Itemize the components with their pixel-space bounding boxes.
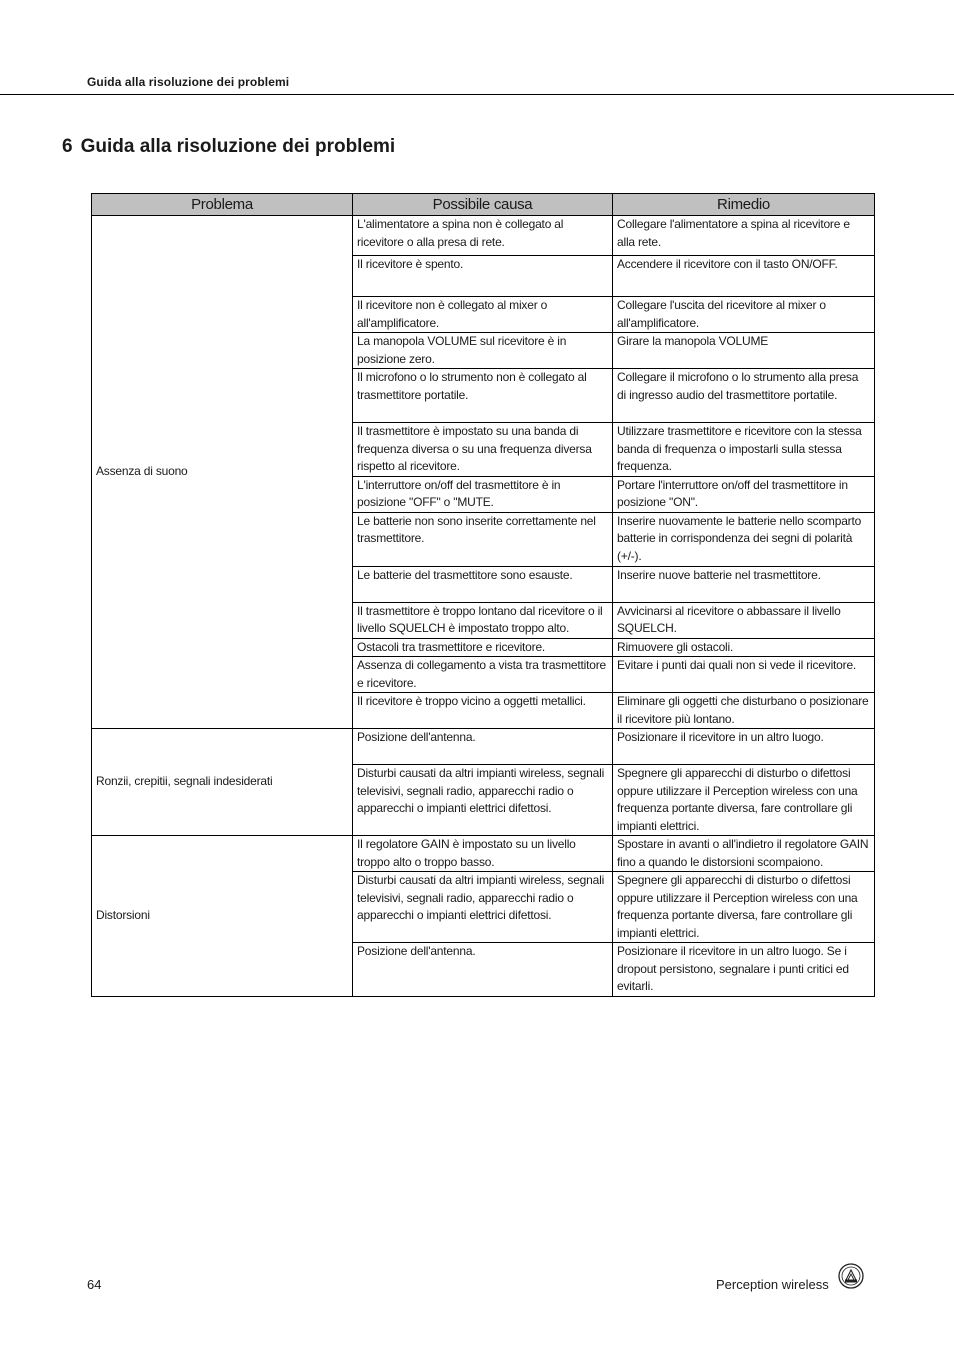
- section-title: [62, 136, 395, 158]
- cause-cell: Il ricevitore non è collegato al mixer o all'amplificatore.: [353, 297, 613, 333]
- section-title-text: Guida alla risoluzione dei problemi: [80, 136, 396, 157]
- remedy-cell: Avvicinarsi al ricevitore o abbassare il livello SQUELCH.: [613, 602, 875, 638]
- cause-cell: Posizione dell'antenna.: [353, 729, 613, 765]
- remedy-cell: Spegnere gli apparecchi di disturbo o difettosi oppure utilizzare il Perception wireless con una frequenza portante diversa, fare controllare gli impianti elettrici.: [613, 872, 875, 943]
- cause-cell: Il regolatore GAIN è impostato su un livello troppo alto o troppo basso.: [353, 836, 613, 872]
- remedy-cell: Collegare il microfono o lo strumento alla presa di ingresso audio del trasmettitore portatile.: [613, 369, 875, 423]
- remedy-cell: Evitare i punti dai quali non si vede il ricevitore.: [613, 657, 875, 693]
- remedy-cell: Collegare l'alimentatore a spina al ricevitore e alla rete.: [613, 216, 875, 256]
- cause-cell: Il ricevitore è spento.: [353, 256, 613, 297]
- header-rule: [0, 94, 954, 95]
- cause-cell: Disturbi causati da altri impianti wireless, segnali televisivi, segnali radio, apparecchi radio o apparecchi o impianti elettrici difettosi.: [353, 765, 613, 836]
- akg-logo-icon: [838, 1263, 864, 1289]
- page-number: 64: [87, 1277, 102, 1292]
- cause-cell: L'interruttore on/off del trasmettitore è in posizione "OFF" o "MUTE.: [353, 476, 613, 512]
- cause-cell: Disturbi causati da altri impianti wireless, segnali televisivi, segnali radio, apparecchi radio o apparecchi o impianti elettrici difettosi.: [353, 872, 613, 943]
- table-row: [92, 729, 875, 765]
- cause-cell: Le batterie non sono inserite correttamente nel trasmettitore.: [353, 512, 613, 566]
- remedy-cell: Eliminare gli oggetti che disturbano o posizionare il ricevitore più lontano.: [613, 693, 875, 729]
- running-header: Guida alla risoluzione dei problemi: [87, 75, 290, 89]
- cause-cell: Il trasmettitore è troppo lontano dal ricevitore o il livello SQUELCH è impostato troppo alto.: [353, 602, 613, 638]
- cause-cell: La manopola VOLUME sul ricevitore è in posizione zero.: [353, 333, 613, 369]
- problem-cell: Ronzii, crepitii, segnali indesiderati: [92, 729, 353, 836]
- cause-cell: Posizione dell'antenna.: [353, 943, 613, 997]
- header-remedy: Rimedio: [613, 194, 875, 216]
- problem-cell: Distorsioni: [92, 836, 353, 997]
- header-cause: Possibile causa: [353, 194, 613, 216]
- footer-product-name: Perception wireless: [716, 1277, 829, 1292]
- cause-cell: Il trasmettitore è impostato su una banda di frequenza diversa o su una frequenza diversa rispetto al ricevitore.: [353, 423, 613, 477]
- cause-cell: L'alimentatore a spina non è collegato al ricevitore o alla presa di rete.: [353, 216, 613, 256]
- cause-cell: Il microfono o lo strumento non è collegato al trasmettitore portatile.: [353, 369, 613, 423]
- table-row: [92, 216, 875, 256]
- header-problem: Problema: [92, 194, 353, 216]
- table-row: [92, 836, 875, 872]
- remedy-cell: Collegare l'uscita del ricevitore al mixer o all'amplificatore.: [613, 297, 875, 333]
- cause-cell: Il ricevitore è troppo vicino a oggetti metallici.: [353, 693, 613, 729]
- remedy-cell: Inserire nuovamente le batterie nello scomparto batterie in corrispondenza dei segni di polarità (+/-).: [613, 512, 875, 566]
- remedy-cell: Utilizzare trasmettitore e ricevitore con la stessa banda di frequenza o impostarli sulla stessa frequenza.: [613, 423, 875, 477]
- section-number: 6: [62, 136, 73, 157]
- cause-cell: Le batterie del trasmettitore sono esauste.: [353, 566, 613, 602]
- troubleshooting-table: [91, 193, 875, 997]
- table-header-row: [92, 194, 875, 216]
- remedy-cell: Girare la manopola VOLUME: [613, 333, 875, 369]
- remedy-cell: Portare l'interruttore on/off del trasmettitore in posizione "ON".: [613, 476, 875, 512]
- cause-cell: Assenza di collegamento a vista tra trasmettitore e ricevitore.: [353, 657, 613, 693]
- remedy-cell: Posizionare il ricevitore in un altro luogo.: [613, 729, 875, 765]
- cause-cell: Ostacoli tra trasmettitore e ricevitore.: [353, 638, 613, 657]
- remedy-cell: Accendere il ricevitore con il tasto ON/OFF.: [613, 256, 875, 297]
- remedy-cell: Spegnere gli apparecchi di disturbo o difettosi oppure utilizzare il Perception wireless con una frequenza portante diversa, fare controllare gli impianti elettrici.: [613, 765, 875, 836]
- remedy-cell: Rimuovere gli ostacoli.: [613, 638, 875, 657]
- remedy-cell: Inserire nuove batterie nel trasmettitore.: [613, 566, 875, 602]
- remedy-cell: Posizionare il ricevitore in un altro luogo. Se i dropout persistono, segnalare i punti critici ed evitarli.: [613, 943, 875, 997]
- remedy-cell: Spostare in avanti o all'indietro il regolatore GAIN fino a quando le distorsioni scompaiono.: [613, 836, 875, 872]
- problem-cell: Assenza di suono: [92, 216, 353, 729]
- table-body: [92, 216, 875, 997]
